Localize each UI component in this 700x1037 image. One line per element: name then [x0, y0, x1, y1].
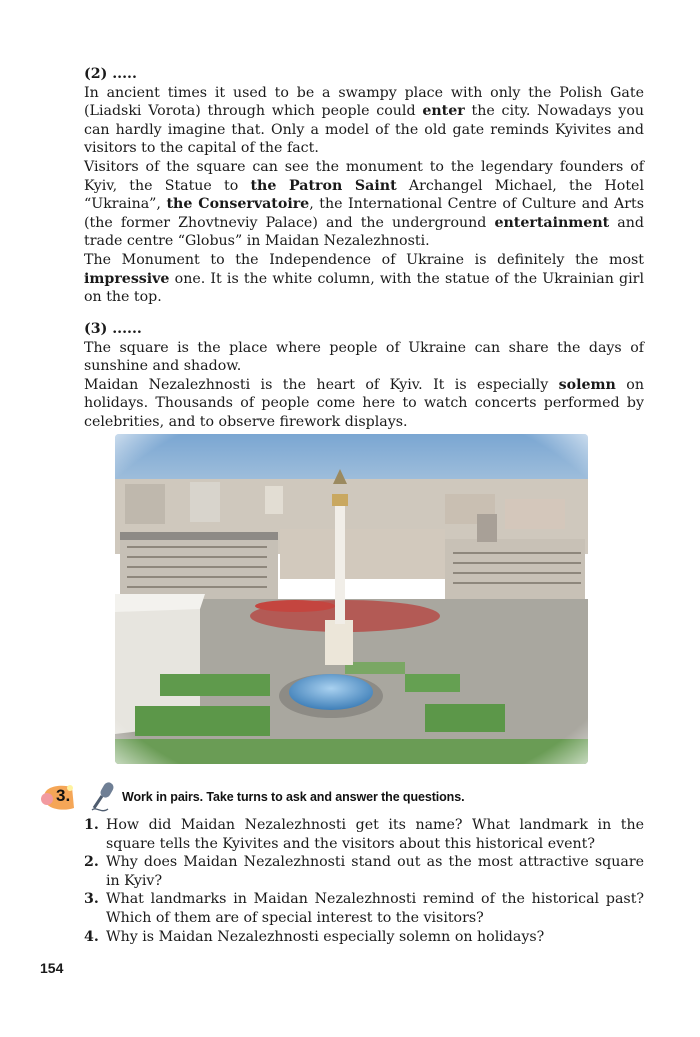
section-2-heading: (2) ..... [84, 66, 137, 82]
question-item [84, 928, 644, 947]
task-number: 3. [56, 786, 71, 805]
question-list [84, 816, 644, 946]
question-item [84, 853, 644, 890]
paragraph [84, 251, 644, 307]
task-instruction: Work in pairs. Take turns to ask and answer the questions. [122, 790, 465, 804]
page-number: 154 [40, 960, 64, 976]
bold-term: the Patron Saint [250, 177, 397, 194]
section-3-heading: (3) ...... [84, 321, 142, 337]
question-number: 2. [84, 854, 99, 871]
text-run: and trade centre “Globus” in Maidan Nezalezhnosti. [84, 214, 644, 250]
paragraph [84, 158, 644, 251]
text-run: one. It is the white column, with the statue of the Ukrainian girl on the top. [84, 270, 644, 306]
question-number: 1. [84, 817, 99, 833]
text-run: the city. Nowadays you can hardly imagine that. Only a model of the old gate reminds Kyivites and visitors to the capital of the fact. [84, 103, 644, 157]
maidan-photo [115, 434, 588, 764]
bold-term: impressive [84, 270, 170, 287]
text-run: Visitors of the square can see the monument to the legendary founders of Kyiv, the Statue to [84, 158, 644, 194]
bold-term: enter [422, 103, 465, 120]
text-run: The square is the place where people of Ukraine can share the days of sunshine and shadow. [84, 339, 644, 375]
text-run: Archangel Michael, the Hotel “Ukraina”, [84, 177, 644, 213]
section-2-body [84, 84, 644, 307]
question-text: What landmarks in Maidan Nezalezhnosti remind of the historical past? Which of them are of special interest to the visitors? [106, 891, 644, 926]
question-item [84, 890, 644, 927]
text-run: on holidays. Thousands of people come here to watch concerts performed by celebrities, and to observe firework displays. [84, 376, 644, 430]
paragraph [84, 339, 644, 376]
question-text: Why is Maidan Nezalezhnosti especially solemn on holidays? [106, 928, 545, 945]
question-number: 3. [84, 891, 99, 908]
text-run: , the International Centre of Culture and Arts (the former Zhovtneviy Palace) and the underground [84, 196, 644, 231]
question-number: 4. [84, 928, 99, 945]
text-run: The Monument to the Independence of Ukraine is definitely the most [84, 251, 644, 268]
question-text: How did Maidan Nezalezhnosti get its name? What landmark in the square tells the Kyivites and the visitors about this historical event? [106, 817, 644, 852]
text-run: Maidan Nezalezhnosti is the heart of Kyiv. It is especially [84, 376, 559, 393]
question-item [84, 816, 644, 853]
bold-term: the Conservatoire [166, 196, 310, 213]
section-3 [84, 320, 644, 432]
task-3-header [38, 780, 658, 816]
bold-term: entertainment [494, 214, 610, 231]
section-3-body [84, 339, 644, 432]
question-text: Why does Maidan Nezalezhnosti stand out as the most attractive square in Kyiv? [106, 854, 644, 889]
paragraph [84, 84, 644, 158]
bold-term: solemn [558, 376, 616, 393]
paragraph [84, 376, 644, 432]
section-2 [84, 65, 644, 307]
microphone-icon [86, 780, 120, 814]
text-run: In ancient times it used to be a swampy place with only the Polish Gate (Liadski Vorota) through which people could [84, 84, 644, 120]
